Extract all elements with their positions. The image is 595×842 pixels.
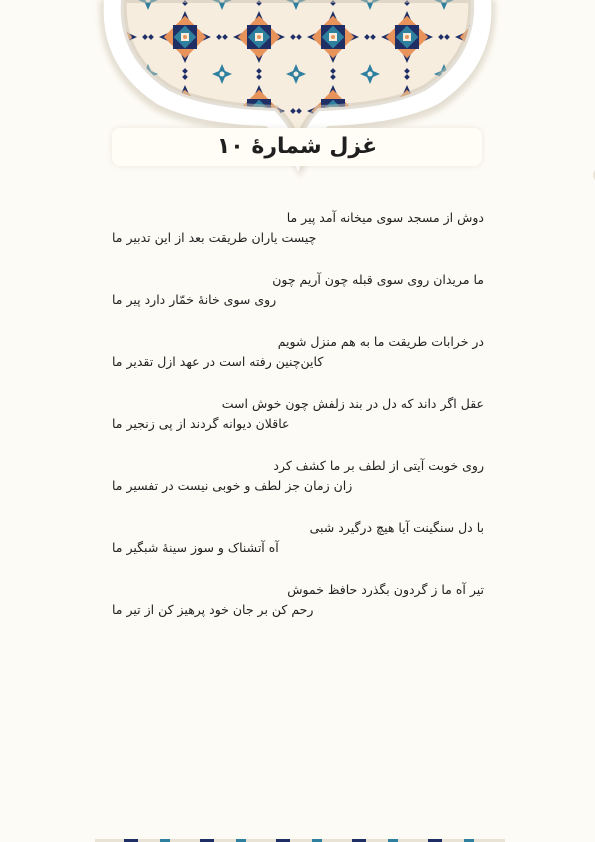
ornamental-footer-pattern [0, 836, 595, 842]
hemistich-second [112, 600, 484, 620]
hemistich-first: روی خوبت آیتی از لطف بر ما کشف کرد [273, 458, 484, 473]
hemistich-second-text: زان زمان جز لطف و خوبی نیست در تفسیر ما [112, 478, 353, 493]
poem-body [112, 208, 484, 642]
hemistich-second-text: کاین‌چنین رفته است در عهد ازل تقدیر ما [112, 354, 324, 369]
couplet [112, 270, 484, 332]
hemistich-second-text: عاقلان دیوانه گردند از پی زنجیر ما [112, 416, 290, 431]
hemistich-second [112, 228, 484, 248]
hemistich-first: در خرابات طریقت ما به هم منزل شویم [277, 334, 484, 349]
hemistich-second [112, 290, 484, 310]
ornamental-header-pattern [0, 0, 595, 200]
hemistich-second [112, 538, 484, 558]
hemistich-second-text: روی سوی خانهٔ خمّار دارد پیر ما [112, 292, 277, 307]
couplet [112, 394, 484, 456]
hemistich-first: عقل اگر داند که دل در بند زلفش چون خوش است [221, 396, 484, 411]
couplet [112, 208, 484, 270]
hemistich-second [112, 476, 484, 496]
couplet [112, 456, 484, 518]
couplet [112, 518, 484, 580]
hemistich-first: با دل سنگینت آیا هیچ درگیرد شبی [309, 520, 484, 535]
hemistich-first: ما مریدان روی سوی قبله چون آریم چون [272, 272, 484, 287]
couplet [112, 332, 484, 394]
hemistich-first: دوش از مسجد سوی میخانه آمد پیر ما [286, 210, 484, 225]
hemistich-second-text: آه آتشناک و سوز سینهٔ شبگیر ما [112, 540, 279, 555]
poem-title: غزل شمارهٔ ۱۰ [216, 134, 378, 159]
hemistich-second-text: رحم کن بر جان خود پرهیز کن از تیر ما [112, 602, 314, 617]
hemistich-first: تیر آه ما ز گردون بگذرد حافظ خموش [287, 582, 484, 597]
couplet [112, 580, 484, 642]
hemistich-second-text: چیست یاران طریقت بعد از این تدبیر ما [112, 230, 317, 245]
hemistich-second [112, 414, 484, 434]
hemistich-second [112, 352, 484, 372]
